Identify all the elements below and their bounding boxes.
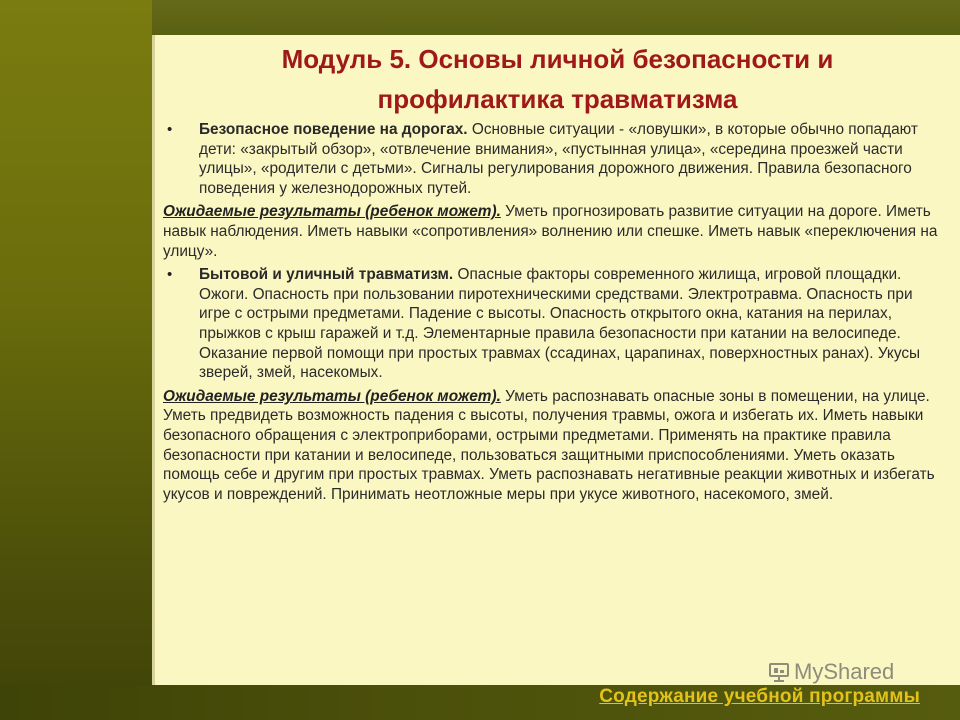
slide-body [163,120,943,508]
title-line-2: профилактика травматизма [377,84,738,114]
left-decor-panel [0,0,152,720]
section-heading: Безопасное поведение на дорогах. [199,121,468,138]
expected-results-label: Ожидаемые результаты (ребенок может). [163,203,501,221]
bullet-icon: • [167,121,173,138]
expected-results-text: Уметь распознавать опасные зоны в помещении, на улице. Уметь предвидеть возможность падения с высоты, получения травмы, ожога и избегать их. Иметь навыки безопасного обращения с электроприборами, острыми предметами. Применять на практике правила безопасности при катании и велосипеде, пользоваться защитными приспособлениями. Уметь оказать помощь себе и другим при простых травмах. Уметь распознавать негативные реакции животных и избегать укусов и повреждений. Принимать неотложные меры при укусе животного, насекомого, змей. [163,387,935,503]
top-decor-bar [152,0,960,35]
myshared-watermark [768,658,894,686]
expected-results-label: Ожидаемые результаты (ребенок может). [163,387,501,405]
expected-results-text: Уметь прогнозировать развитие ситуации на дороге. Иметь навык наблюдения. Иметь навыки «сопротивления» волнению или спешке. Иметь навык «переключения на улицу». [163,203,938,260]
bullet-item-roads [163,120,943,198]
slide-title [155,39,960,119]
title-line-1: Модуль 5. Основы личной безопасности и [281,44,834,74]
expected-results-roads [163,202,943,261]
section-text: Основные ситуации - «ловушки», в которые обычно попадают дети: «закрытый обзор», «отвлечение внимания», «пустынная улица», «середина проезжей части улицы», «родители с детьми». Сигналы регулирования дорожного движения. Правила безопасного поведения у железнодорожных путей. [199,121,918,197]
section-heading: Бытовой и уличный травматизм. [199,266,454,284]
presentation-icon [768,661,790,683]
section-text: Опасные факторы современного жилища, игровой площадки. Ожоги. Опасность при пользовании пиротехническими средствами. Электротравма. Опасность при игре с острыми предметами. Падение с высоты. Опасность открытого окна, катания на перилах, прыжков с крыш гаражей и т.д. Элементарные правила безопасности при катании на велосипеде. Оказание первой помощи при простых травмах (ссадинах, царапинах, поверхностных ранах). Укусы зверей, змей, насекомых. [199,266,921,382]
slide-content [152,35,960,685]
bullet-item-injuries [163,265,943,383]
expected-results-injuries [163,387,943,505]
bullet-icon: • [167,266,173,284]
watermark-text: MyShared [794,659,895,684]
program-contents-link[interactable]: Содержание учебной программы [599,686,920,707]
